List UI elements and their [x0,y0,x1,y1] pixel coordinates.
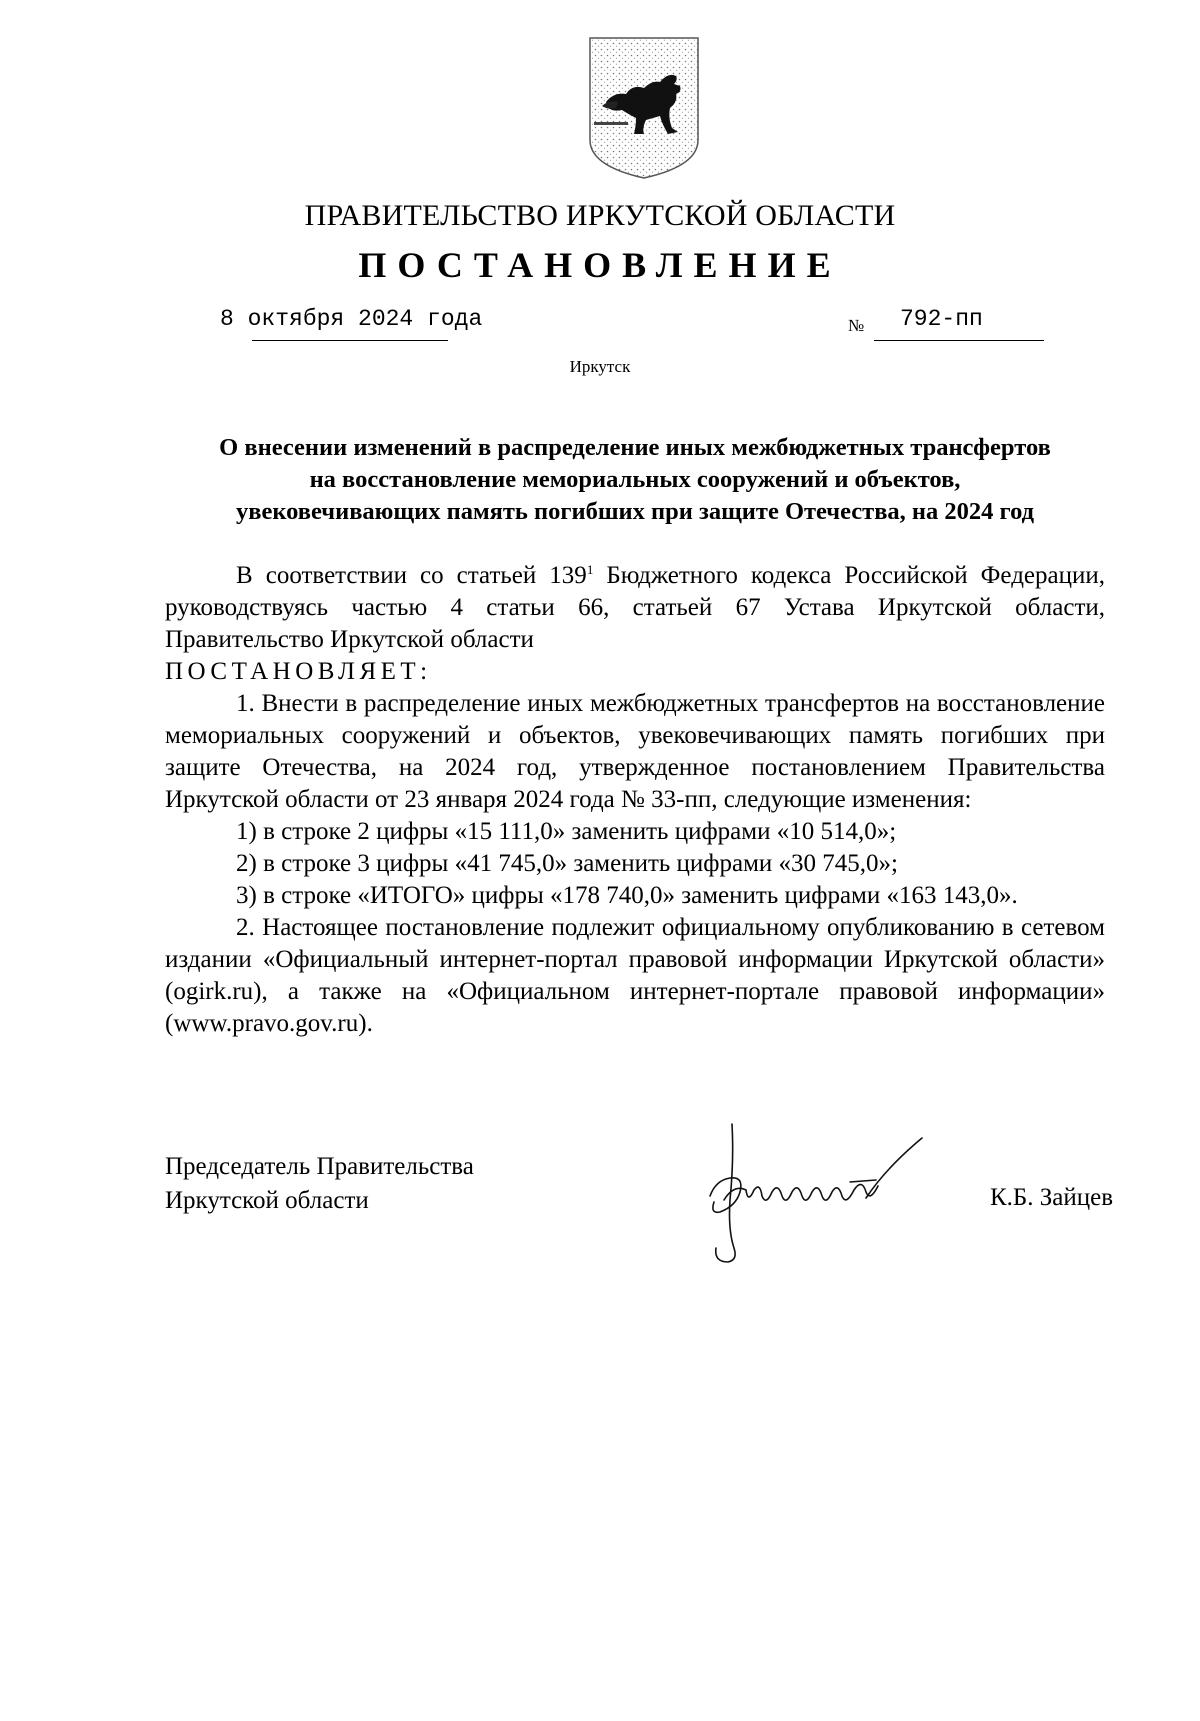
decree-word: ПОСТАНОВЛЯЕТ: [165,658,432,685]
document-number: 792-пп [900,306,983,332]
signatory-position [165,1150,474,1218]
preamble-text: В соответствии со статьей 139 [236,562,587,589]
signatory-name: К.Б. Зайцев [990,1184,1114,1211]
document-subject [165,432,1105,528]
subitem-1: 1) в строке 2 цифры «15 111,0» заменить цифрами «10 514,0»; [236,818,897,845]
position-line: Иркутской области [165,1187,369,1214]
government-title: ПРАВИТЕЛЬСТВО ИРКУТСКОЙ ОБЛАСТИ [304,199,896,232]
subitem-2: 2) в строке 3 цифры «41 745,0» заменить цифрами «30 745,0»; [236,850,898,877]
item-2-paragraph: 2. Настоящее постановление подлежит официальному опубликованию в сетевом издании «Официальный интернет-портал правовой информации Иркутской области» (ogirk.ru), а также на «Официальном интернет-портале правовой информации» (www.pravo.gov.ru). [165,914,1105,1037]
date-underline [252,340,448,341]
number-underline [874,340,1044,341]
document-type-heading: ПОСТАНОВЛЕНИЕ [358,245,842,285]
subject-line: на восстановление мемориальных сооружений и объектов, [309,466,961,493]
preamble-text-continued: Бюджетного кодекса Российской Федерации, руководствуясь частью 4 статьи 66, статьей 67 Устава Иркутской области, Правительство Иркутской области [165,562,1105,653]
preamble-paragraph [165,560,1105,656]
subitem-3: 3) в строке «ИТОГО» цифры «178 740,0» заменить цифрами «163 143,0». [236,882,1018,909]
document-date: 8 октября 2024 года [220,306,483,332]
article-superscript: 1 [586,562,594,577]
number-sign: № [848,316,865,335]
subject-line: О внесении изменений в распределение иных межбюджетных трансфертов [219,434,1051,461]
item-1-paragraph: 1. Внести в распределение иных межбюджетных трансфертов на восстановление мемориальных сооружений и объектов, увековечивающих память погибших при защите Отечества, на 2024 год, утвержденное постановлением Правительства Иркутской области от 23 января 2024 года № 33-пп, следующие изменения: [165,690,1105,813]
coat-of-arms-emblem [588,36,700,180]
subject-line: увековечивающих память погибших при защите Отечества, на 2024 год [235,498,1035,525]
issue-city: Иркутск [569,357,631,376]
handwritten-signature [690,1120,950,1270]
document-body [165,560,1105,1040]
position-line: Председатель Правительства [165,1153,474,1180]
